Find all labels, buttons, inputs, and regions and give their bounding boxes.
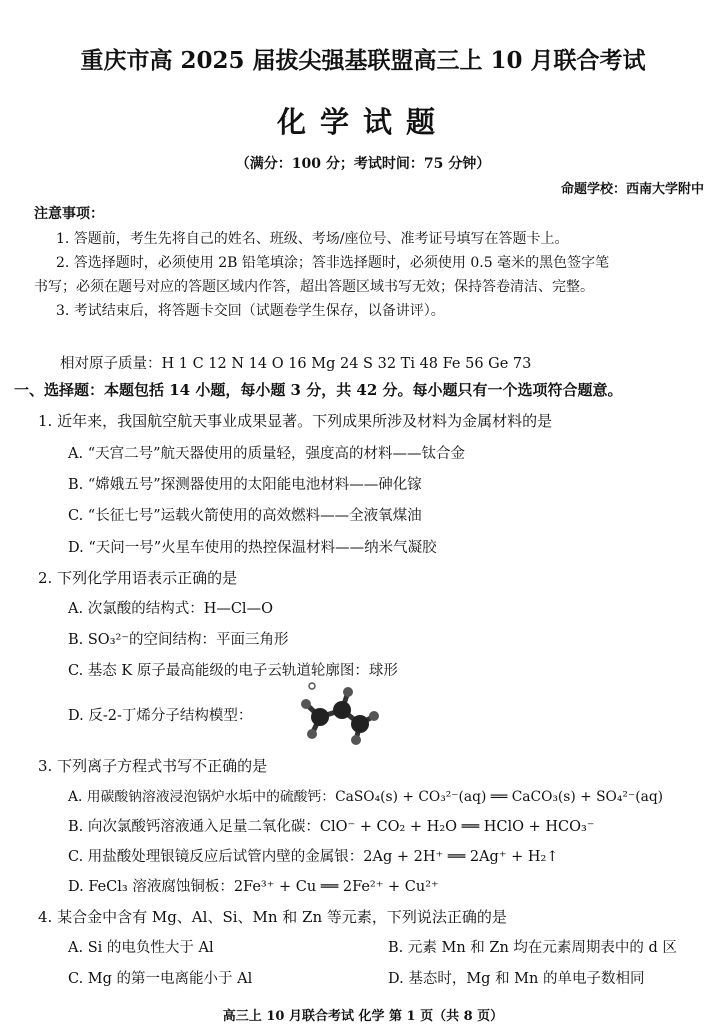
- notice-item-2: 2. 答选择题时，必须使用 2B 铅笔填涂；答非选择题时，必须使用 0.5 毫米的黑色签字笔: [56, 255, 610, 271]
- question-4-option-d: D. 基态时，Mg 和 Mn 的单电子数相同: [388, 971, 645, 987]
- notice-heading: 注意事项：: [34, 206, 104, 222]
- question-1-option-d: D. “天问一号”火星车使用的热控保温材料——纳米气凝胶: [68, 540, 437, 556]
- setter-school: 命题学校：西南大学附中: [560, 182, 704, 197]
- notice-item-1: 1. 答题前，考生先将自己的姓名、班级、考场/座位号、准考证号填写在答题卡上。: [56, 231, 569, 247]
- question-4-option-c: C. Mg 的第一电离能小于 Al: [68, 971, 253, 987]
- question-1-stem: 1. 近年来，我国航空航天事业成果显著。下列成果所涉及材料为金属材料的是: [38, 412, 553, 430]
- question-1-option-a: A. “天宫二号”航天器使用的质量轻，强度高的材料——钛合金: [68, 446, 466, 462]
- question-3-option-a: A. 用碳酸钠溶液浸泡锅炉水垢中的硫酸钙：CaSO₄(s) + CO₃²⁻(aq) ══ CaCO₃(s) + SO₄²⁻(aq): [68, 789, 664, 805]
- exam-info: （满分：100 分；考试时间：75 分钟）: [235, 156, 491, 172]
- question-3-stem: 3. 下列离子方程式书写不正确的是: [38, 757, 268, 775]
- question-2-option-b: B. SO₃²⁻的空间结构：平面三角形: [68, 632, 289, 648]
- document-title: 化学试题: [276, 105, 449, 139]
- question-4-stem: 4. 某合金中含有 Mg、Al、Si、Mn 和 Zn 等元素，下列说法正确的是: [38, 908, 507, 926]
- question-2-option-c: C. 基态 K 原子最高能级的电子云轨道轮廓图：球形: [68, 663, 398, 679]
- question-1-option-c: C. “长征七号”运载火箭使用的高效燃料——全液氧煤油: [68, 508, 422, 524]
- notice-item-3: 3. 考试结束后，将答题卡交回（试题卷学生保存，以备讲评）。: [56, 303, 445, 319]
- question-3-option-d: D. FeCl₃ 溶液腐蚀铜板：2Fe³⁺ + Cu ══ 2Fe²⁺ + Cu²⁺: [68, 879, 439, 895]
- question-4-option-b: B. 元素 Mn 和 Zn 均在元素周期表中的 d 区: [388, 940, 677, 956]
- question-2-stem: 2. 下列化学用语表示正确的是: [38, 569, 238, 587]
- question-2-option-d: D. 反-2-丁烯分子结构模型：: [68, 708, 253, 724]
- exam-header-title: 重庆市高 2025 届拔尖强基联盟高三上 10 月联合考试: [80, 47, 646, 74]
- notice-item-2-cont: 书写；必须在题号对应的答题区域内作答，超出答题区域书写无效；保持答卷清洁、完整。: [34, 279, 594, 295]
- question-3-option-b: B. 向次氯酸钙溶液通入足量二氧化碳：ClO⁻ + CO₂ + H₂O ══ HClO + HCO₃⁻: [68, 819, 595, 835]
- question-4-option-a: A. Si 的电负性大于 Al: [68, 940, 214, 956]
- page-footer: 高三上 10 月联合考试 化学 第 1 页（共 8 页）: [222, 1009, 504, 1024]
- atomic-masses: 相对原子质量：H 1 C 12 N 14 O 16 Mg 24 S 32 Ti 48 Fe 56 Ge 73: [60, 356, 532, 372]
- section-heading: 一、选择题：本题包括 14 小题，每小题 3 分，共 42 分。每小题只有一个选项符合题意。: [14, 381, 623, 399]
- question-3-option-c: C. 用盐酸处理银镜反应后试管内壁的金属银：2Ag + 2H⁺ ══ 2Ag⁺ + H₂↑: [68, 849, 559, 865]
- question-2-option-a: A. 次氯酸的结构式：H—Cl—O: [68, 601, 273, 617]
- molecule-model-icon: [290, 672, 390, 752]
- question-1-option-b: B. “嫦娥五号”探测器使用的太阳能电池材料——砷化镓: [68, 477, 422, 493]
